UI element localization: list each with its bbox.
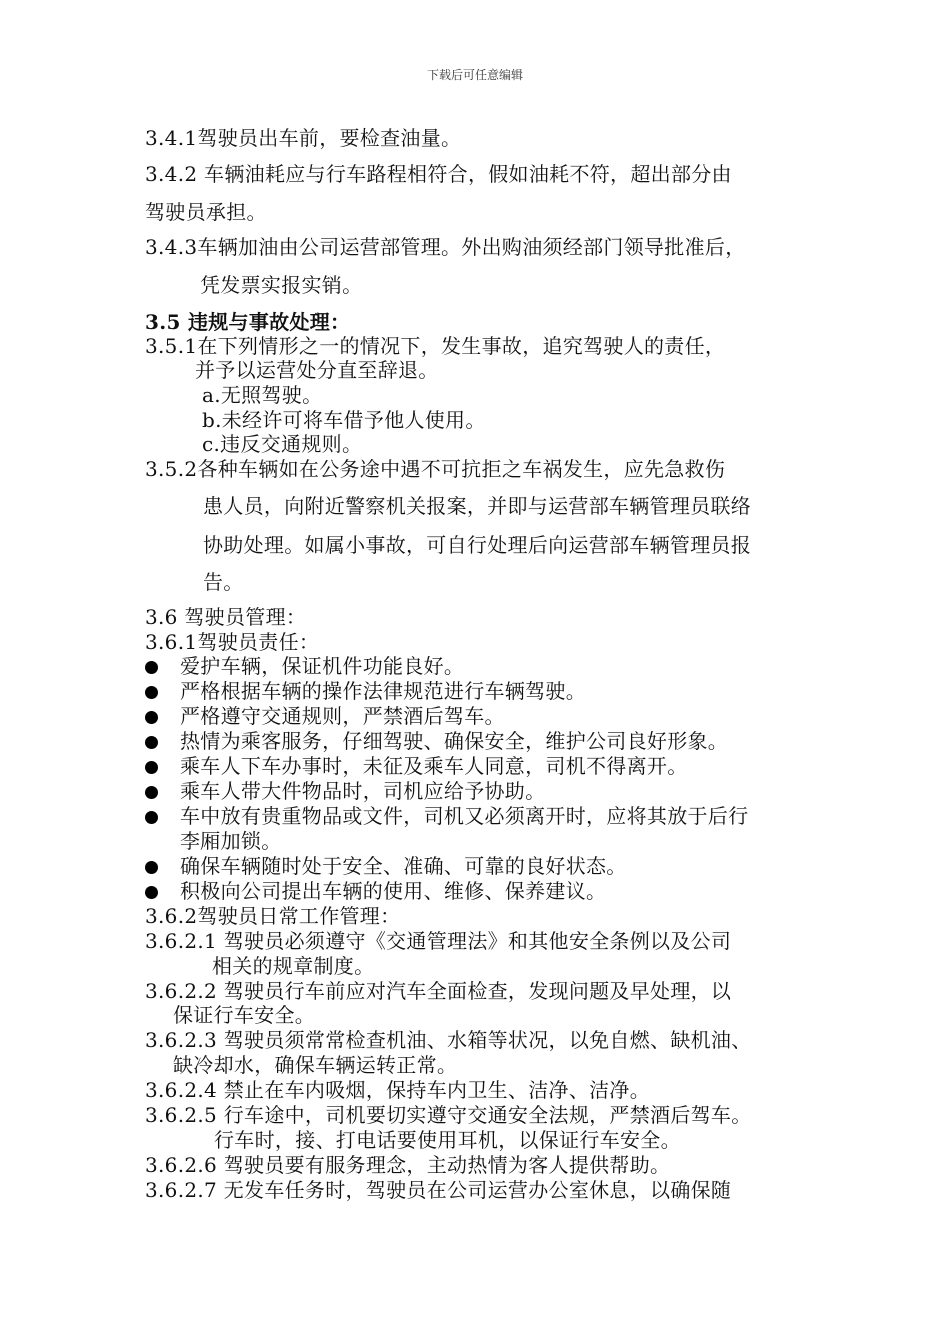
clause-3-5-2-line3: 协助处理。如属小事故，可自行处理后向运营部车辆管理员报	[203, 533, 752, 557]
clause-3-4-3-line1: 3.4.3车辆加油由公司运营部管理。外出购油须经部门领导批准后，	[145, 235, 746, 259]
clause-3-5-1-line1: 3.5.1在下列情形之一的情况下，发生事故，追究驾驶人的责任，	[145, 334, 726, 358]
bullet-item-continuation: 李厢加锁。	[180, 829, 282, 853]
clause-3-6-1-title: 3.6.1驾驶员责任：	[145, 630, 320, 654]
clause-3-6-2-2-line1: 3.6.2.2 驾驶员行车前应对汽车全面检查，发现问题及早处理，以	[145, 979, 732, 1003]
clause-3-6-2-3-line2: 缺冷却水，确保车辆运转正常。	[173, 1053, 458, 1077]
bullet-item: 热情为乘客服务，仔细驾驶、确保安全，维护公司良好形象。	[180, 729, 729, 753]
bullet-icon	[145, 736, 158, 749]
section-3-5-title: 3.5 违规与事故处理：	[145, 310, 351, 334]
bullet-item: 确保车辆随时处于安全、准确、可靠的良好状态。	[180, 854, 627, 878]
bullet-icon	[145, 811, 158, 824]
bullet-item: 乘车人带大件物品时，司机应给予协助。	[180, 779, 546, 803]
bullet-item: 乘车人下车办事时，未征及乘车人同意，司机不得离开。	[180, 754, 688, 778]
bullet-item: 积极向公司提出车辆的使用、维修、保养建议。	[180, 879, 607, 903]
bullet-icon	[145, 786, 158, 799]
bullet-icon	[145, 686, 158, 699]
clause-3-6-2-2-line2: 保证行车安全。	[173, 1003, 316, 1027]
clause-3-6-2-5-line2: 行车时，接、打电话要使用耳机，以保证行车安全。	[214, 1128, 681, 1152]
bullet-icon	[145, 661, 158, 674]
clause-3-5-2-line1: 3.5.2各种车辆如在公务途中遇不可抗拒之车祸发生，应先急救伤	[145, 457, 726, 481]
clause-3-6-2-1-line1: 3.6.2.1 驾驶员必须遵守《交通管理法》和其他安全条例以及公司	[145, 929, 732, 953]
clause-3-6-2-1-line2: 相关的规章制度。	[212, 954, 375, 978]
clause-3-4-1: 3.4.1驾驶员出车前，要检查油量。	[145, 126, 462, 150]
clause-3-5-1-item-c: c.违反交通规则。	[202, 432, 363, 456]
page-header: 下载后可任意编辑	[426, 68, 523, 82]
clause-3-5-1-line2: 并予以运营处分直至辞退。	[195, 358, 439, 382]
bullet-item: 严格遵守交通规则，严禁酒后驾车。	[180, 704, 505, 728]
clause-3-5-2-line2: 患人员，向附近警察机关报案，并即与运营部车辆管理员联络	[203, 494, 752, 518]
clause-3-5-2-line4: 告。	[203, 570, 244, 594]
clause-3-4-2-line2: 驾驶员承担。	[145, 200, 267, 224]
clause-3-6-2-7: 3.6.2.7 无发车任务时，驾驶员在公司运营办公室休息，以确保随	[145, 1178, 732, 1202]
bullet-icon	[145, 861, 158, 874]
clause-3-5-1-item-a: a.无照驾驶。	[202, 383, 323, 407]
clause-3-4-3-line2: 凭发票实报实销。	[200, 273, 363, 297]
bullet-item: 车中放有贵重物品或文件，司机又必须离开时，应将其放于后行	[180, 804, 749, 828]
bullet-icon	[145, 711, 158, 724]
clause-3-6-2-3-line1: 3.6.2.3 驾驶员须常常检查机油、水箱等状况，以免自燃、缺机油、	[145, 1028, 752, 1052]
clause-3-6-2-5-line1: 3.6.2.5 行车途中，司机要切实遵守交通安全法规，严禁酒后驾车。	[145, 1103, 752, 1127]
clause-3-6-2-title: 3.6.2驾驶员日常工作管理：	[145, 904, 401, 928]
bullet-item: 爱护车辆，保证机件功能良好。	[180, 654, 465, 678]
clause-3-6-2-4: 3.6.2.4 禁止在车内吸烟，保持车内卫生、洁净、洁净。	[145, 1078, 651, 1102]
bullet-icon	[145, 761, 158, 774]
clause-3-4-2-line1: 3.4.2 车辆油耗应与行车路程相符合，假如油耗不符，超出部分由	[145, 162, 732, 186]
bullet-icon	[145, 886, 158, 899]
clause-3-5-1-item-b: b.未经许可将车借予他人使用。	[202, 408, 486, 432]
bullet-item: 严格根据车辆的操作法律规范进行车辆驾驶。	[180, 679, 586, 703]
clause-3-6-2-6: 3.6.2.6 驾驶员要有服务理念，主动热情为客人提供帮助。	[145, 1153, 671, 1177]
section-3-6-title: 3.6 驾驶员管理：	[145, 605, 307, 629]
